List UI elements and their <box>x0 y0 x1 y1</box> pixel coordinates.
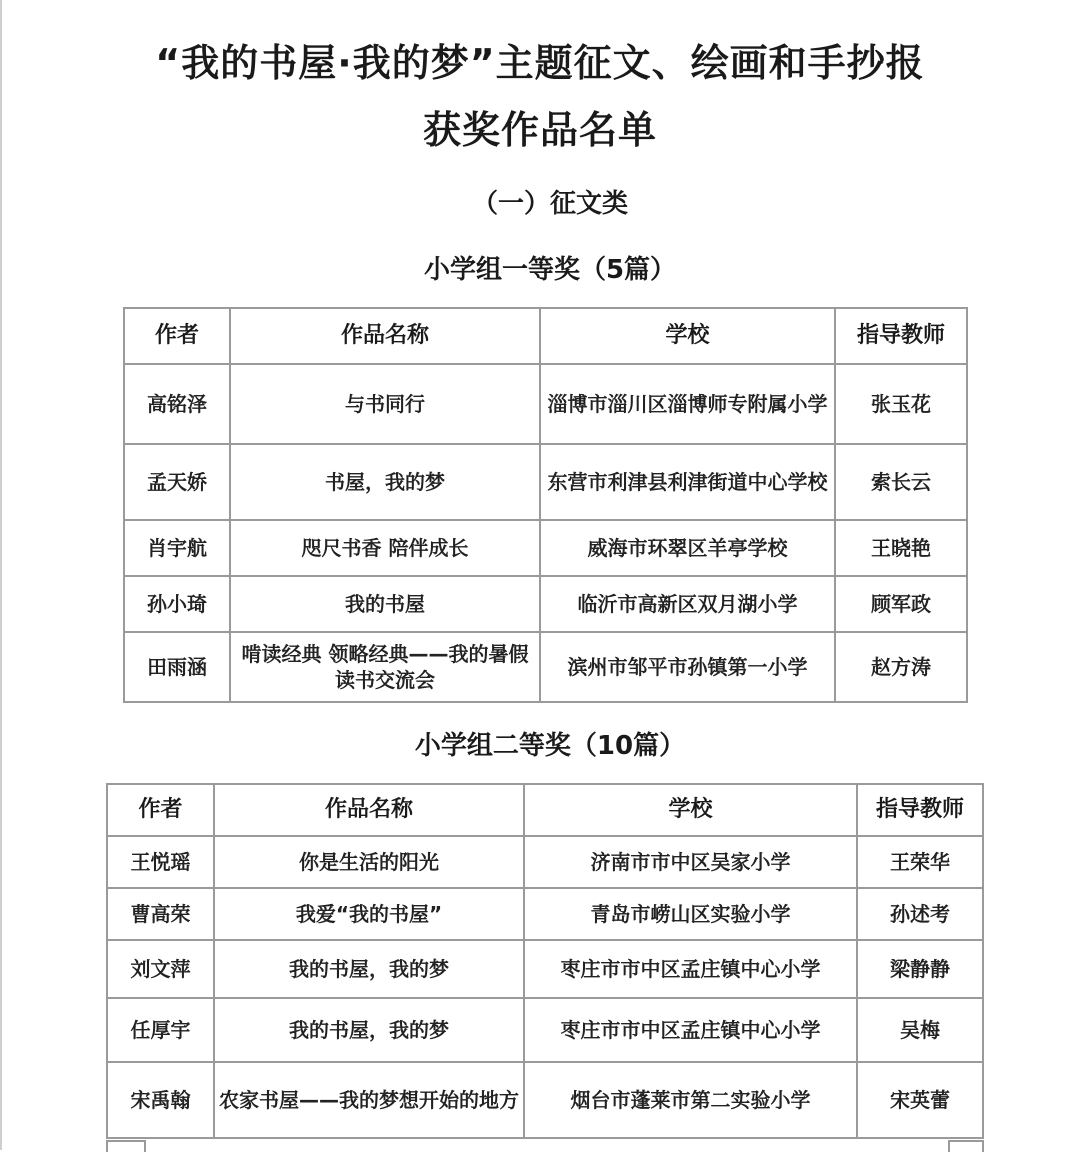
header-work-title: 作品名称 <box>230 308 540 364</box>
cell-author: 肖宇航 <box>124 520 230 576</box>
cell-author: 任厚宇 <box>107 998 214 1062</box>
cell-author: 高铭泽 <box>124 364 230 444</box>
cell-work-title: 我的书屋，我的梦 <box>214 940 524 998</box>
header-teacher: 指导教师 <box>835 308 967 364</box>
cell-author: 刘文萍 <box>107 940 214 998</box>
cell-school: 东营市利津县利津街道中心学校 <box>540 444 835 520</box>
cell-author: 孟天娇 <box>124 444 230 520</box>
table-row <box>107 940 983 998</box>
cell-author: 田雨涵 <box>124 632 230 702</box>
cell-teacher: 宋英蕾 <box>857 1062 983 1138</box>
cell-work-title: 我的书屋 <box>230 576 540 632</box>
cell-school: 枣庄市市中区孟庄镇中心小学 <box>524 998 857 1062</box>
cell-teacher: 吴梅 <box>857 998 983 1062</box>
cell-work-title: 农家书屋——我的梦想开始的地方 <box>214 1062 524 1138</box>
cell-work-title: 啃读经典 领略经典——我的暑假读书交流会 <box>230 632 540 702</box>
cell-school: 临沂市高新区双月湖小学 <box>540 576 835 632</box>
next-table-edge-left <box>106 1140 146 1152</box>
header-author: 作者 <box>107 784 214 836</box>
cell-work-title: 咫尺书香 陪伴成长 <box>230 520 540 576</box>
table-row <box>107 998 983 1062</box>
table-row <box>124 364 967 444</box>
cell-work-title: 我爱“我的书屋” <box>214 888 524 940</box>
group2-award-table <box>106 783 984 1139</box>
cell-teacher: 张玉花 <box>835 364 967 444</box>
table-row <box>124 576 967 632</box>
cell-school: 枣庄市市中区孟庄镇中心小学 <box>524 940 857 998</box>
table-row <box>107 1062 983 1138</box>
table-row <box>124 444 967 520</box>
header-teacher: 指导教师 <box>857 784 983 836</box>
category-heading: （一）征文类 <box>471 189 628 219</box>
cell-work-title: 你是生活的阳光 <box>214 836 524 888</box>
group1-award-table <box>123 307 968 703</box>
cell-school: 滨州市邹平市孙镇第一小学 <box>540 632 835 702</box>
cell-author: 王悦瑶 <box>107 836 214 888</box>
table-header-row <box>107 784 983 836</box>
group1-heading: 小学组一等奖（5篇） <box>423 255 677 285</box>
document-title-line1: “我的书屋·我的梦”主题征文、绘画和手抄报 <box>155 41 925 85</box>
document-title-line2: 获奖作品名单 <box>422 108 657 152</box>
cell-school: 淄博市淄川区淄博师专附属小学 <box>540 364 835 444</box>
cell-school: 威海市环翠区羊亭学校 <box>540 520 835 576</box>
table-row <box>107 888 983 940</box>
header-work-title: 作品名称 <box>214 784 524 836</box>
next-table-edge-right <box>948 1140 984 1152</box>
cell-author: 孙小琦 <box>124 576 230 632</box>
cell-author: 宋禹翰 <box>107 1062 214 1138</box>
cell-teacher: 孙述考 <box>857 888 983 940</box>
cell-work-title: 与书同行 <box>230 364 540 444</box>
cell-work-title: 我的书屋，我的梦 <box>214 998 524 1062</box>
cell-teacher: 梁静静 <box>857 940 983 998</box>
cell-school: 青岛市崂山区实验小学 <box>524 888 857 940</box>
cell-work-title: 书屋，我的梦 <box>230 444 540 520</box>
header-author: 作者 <box>124 308 230 364</box>
table-row <box>107 836 983 888</box>
table-row <box>124 520 967 576</box>
cell-school: 济南市市中区吴家小学 <box>524 836 857 888</box>
table-header-row <box>124 308 967 364</box>
table-row <box>124 632 967 702</box>
cell-author: 曹高荣 <box>107 888 214 940</box>
header-school: 学校 <box>524 784 857 836</box>
left-page-edge <box>0 0 2 1150</box>
header-school: 学校 <box>540 308 835 364</box>
cell-teacher: 顾军政 <box>835 576 967 632</box>
cell-teacher: 索长云 <box>835 444 967 520</box>
cell-teacher: 王晓艳 <box>835 520 967 576</box>
cell-teacher: 王荣华 <box>857 836 983 888</box>
cell-teacher: 赵方涛 <box>835 632 967 702</box>
group2-heading: 小学组二等奖（10篇） <box>414 731 686 761</box>
cell-school: 烟台市蓬莱市第二实验小学 <box>524 1062 857 1138</box>
